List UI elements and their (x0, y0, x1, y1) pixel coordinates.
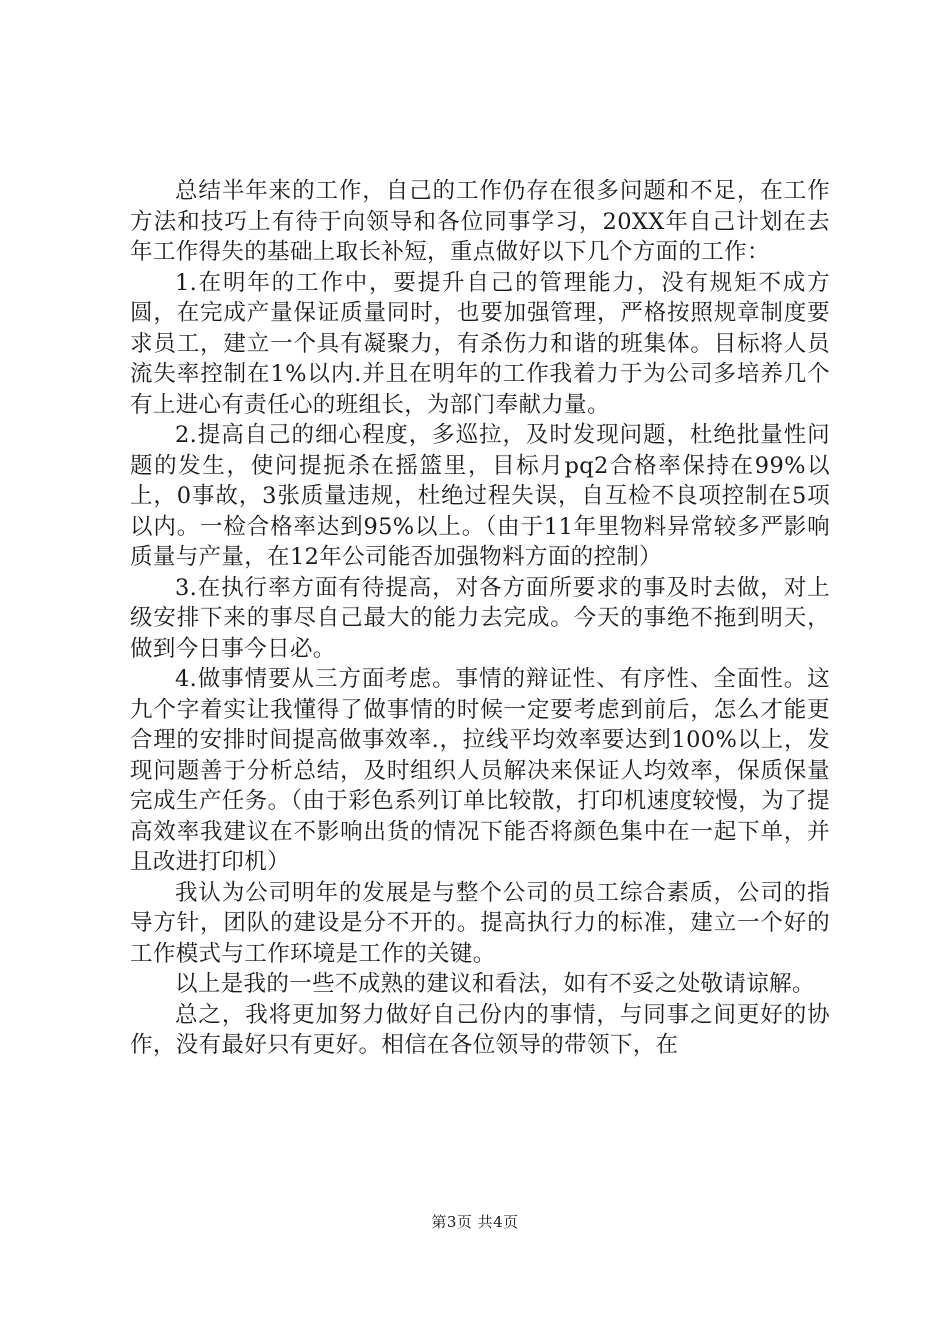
paragraph-company-development: 我认为公司明年的发展是与整个公司的员工综合素质，公司的指导方针，团队的建设是分不开的。提高执行力的标准，建立一个好的工作模式与工作环境是工作的关键。 (130, 879, 830, 967)
paragraph-item-1: 1.在明年的工作中，要提升自己的管理能力，没有规矩不成方圆，在完成产量保证质量同时，也要加强管理，严格按照规章制度要求员工，建立一个具有凝聚力，有杀伤力和谐的班集体。目标将人员流失率控制在1%以内.并且在明年的工作我着力于为公司多培养几个有上进心有责任心的班组长，为部门奉献力量。 (130, 269, 830, 418)
paragraph-item-4: 4.做事情要从三方面考虑。事情的辩证性、有序性、全面性。这九个字着实让我懂得了做事情的时候一定要考虑到前后，怎么才能更合理的安排时间提高做事效率.，拉线平均效率要达到100%以上，发现问题善于分析总结，及时组织人员解决来保证人均效率，保质保量完成生产任务。（由于彩色系列订单比较散，打印机速度较慢，为了提高效率我建议在不影响出货的情况下能否将颜色集中在一起下单，并且改进打印机） (130, 666, 830, 875)
paragraph-summary: 总结半年来的工作，自己的工作仍存在很多问题和不足，在工作方法和技巧上有待于向领导和各位同事学习，20XX年自己计划在去年工作得失的基础上取长补短，重点做好以下几个方面的工作： (130, 178, 830, 265)
document-body (130, 176, 830, 1061)
paragraph-suggestions: 以上是我的一些不成熟的建议和看法，如有不妥之处敬请谅解。 (175, 971, 815, 997)
paragraph-conclusion: 总之，我将更加努力做好自己份内的事情，与同事之间更好的协作，没有最好只有更好。相信在各位领导的带领下，在 (130, 1001, 830, 1058)
page-number-footer: 第3页 共4页 (431, 1213, 519, 1231)
paragraph-item-3: 3.在执行率方面有待提高，对各方面所要求的事及时去做，对上级安排下来的事尽自己最大的能力去完成。今天的事绝不拖到明天，做到今日事今日必。 (130, 574, 830, 662)
paragraph-item-2: 2.提高自己的细心程度，多巡拉，及时发现问题，杜绝批量性问题的发生，使问提扼杀在摇篮里，目标月pq2合格率保持在99%以上，0事故，3张质量违规，杜绝过程失误，自互检不良项控制在5项以内。一检合格率达到95%以上。（由于11年里物料异常较多严影响质量与产量，在12年公司能否加强物料方面的控制） (130, 422, 830, 570)
